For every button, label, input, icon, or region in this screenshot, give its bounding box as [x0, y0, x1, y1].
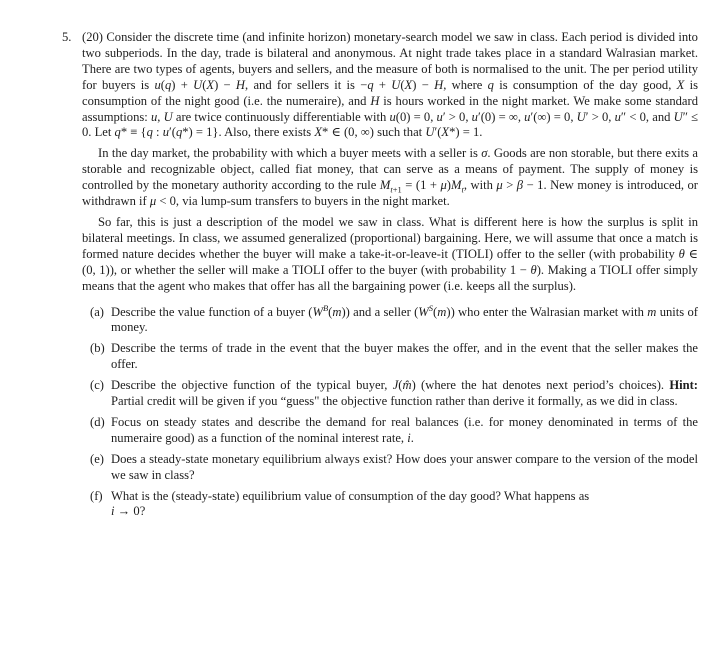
question-part-d: (d) Focus on steady states and describe the demand for real balances (i.e. for money denominated in terms of the numeraire good) as a function of the nominal interest rate, i.	[90, 414, 698, 445]
problem-number: 5.	[62, 30, 72, 44]
question-part-f: (f) What is the (steady-state) equilibrium value of consumption of the day good? What happens as i → 0?	[90, 488, 590, 519]
problem-paragraph-2: In the day market, the probability with which a buyer meets with a seller is σ. Goods are non storable, but there exits a storable and recognizable object, called fiat money, that can serve as a means of payment. The supply of money is controlled by the monetary authority according to the rule $M_{t+1} = (1 + \mu)M_t$, with μ > β − 1. New money is introduced, or withdrawn if μ < 0, via lump-sum transfers to buyers in the night market.	[82, 146, 698, 209]
question-part-b: (b) Describe the terms of trade in the event that the buyer makes the offer, and in the event that the seller makes the offer.	[90, 341, 698, 372]
part-marker: (c)	[90, 378, 104, 393]
problem-document	[62, 25, 698, 525]
question-part-a: (a) Describe the value function of a buyer $(W^B(m))$ and a seller $(W^S(m))$ who enter the Walrasian market with m units of money.	[90, 302, 698, 335]
hint-label: Hint:	[669, 378, 698, 393]
question-part-e: (e) Does a steady-state monetary equilibrium always exist? How does your answer compare to the version of the model we saw in class?	[90, 451, 698, 482]
part-marker: (f)	[90, 488, 103, 503]
problem-points: (20)	[82, 30, 103, 44]
part-marker: (b)	[90, 341, 105, 356]
problem-intro: (20) Consider the discrete time (and infinite horizon) monetary-search model we saw in class. Each period is divided into two subperiods. In the day, trade is bilateral and anonymous. At night trade takes place in a standard Walrasian market. There are two types of agents, buyers and sellers, and the measure of both is normalised to the unit. The per period utility for buyers is u(q) + U(X) − H, and for sellers it is −q + U(X) − H, where q is consumption of the day good, X is consumption of the night good (i.e. the numeraire), and H is hours worked in the night market. We make some standard assumptions: u, U are twice continuously differentiable with u(0) = 0, u′ > 0, u′(0) = ∞, u′(∞) = 0, U′ > 0, u″ < 0, and U″ ≤ 0. Let q* ≡ {q : u′(q*) = 1}. Also, there exists X* ∈ (0, ∞) such that U′(X*) = 1.	[82, 30, 699, 140]
problem-5	[62, 30, 698, 520]
question-parts-list	[82, 302, 698, 521]
part-marker: (a)	[90, 304, 104, 319]
question-part-c: (c) Describe the objective function of the typical buyer, J(m̂) (where the hat denotes next period’s choices). Hint: Partial credit will be given if you “guess" the objective function rather than derive it formally, as we did in class.	[90, 378, 698, 409]
part-marker: (d)	[90, 414, 105, 429]
problem-paragraph-3: So far, this is just a description of the model we saw in class. What is different here is how the surplus is split in bilateral meetings. In class, we assumed generalized (proportional) bargaining. Here, we will assume that once a match is formed nature decides whether the buyer will make a take-it-or-leave-it (TIOLI) offer to the seller (with probability θ ∈ (0, 1)), or whether the seller will make a TIOLI offer to the buyer (with probability 1 − θ). Making a TIOLI offer simply means that the agent who makes that offer has all the bargaining power (i.e. keeps all the surplus).	[82, 214, 698, 293]
part-marker: (e)	[90, 451, 104, 466]
